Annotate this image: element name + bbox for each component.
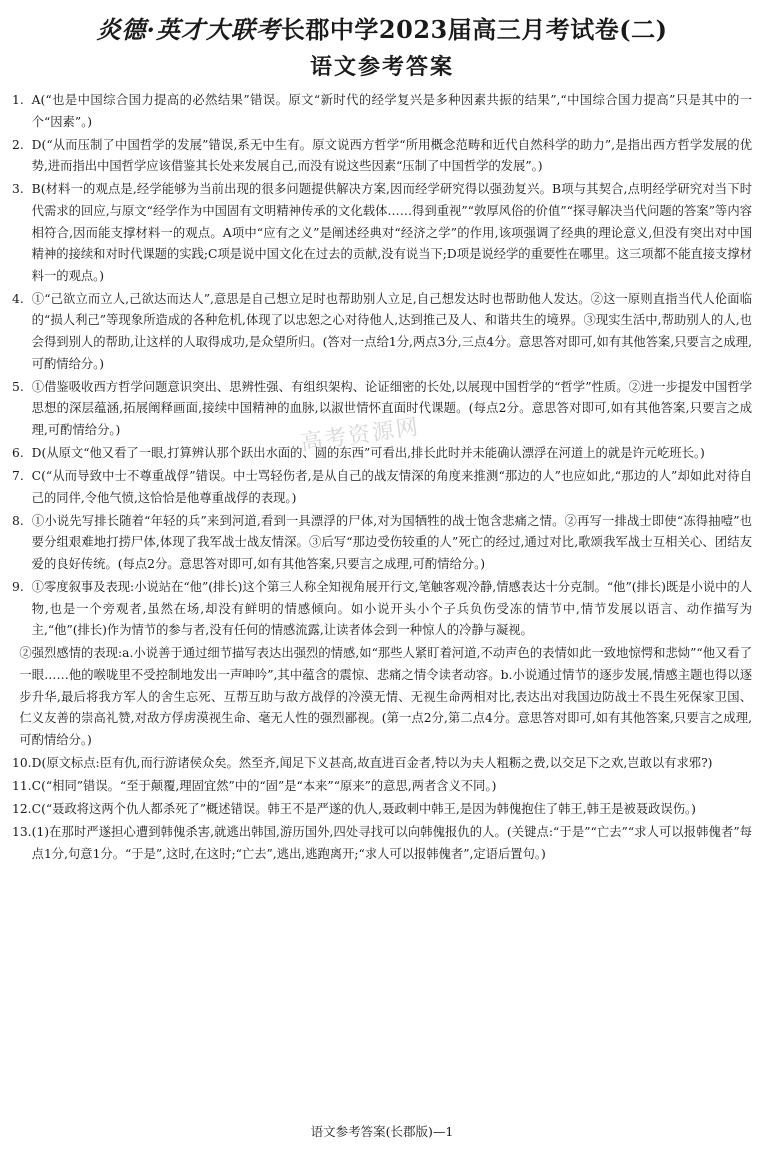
exam-title: 长郡中学2023届高三月考试卷(二) [280, 15, 668, 44]
answer-text: ①零度叙事及表现:小说站在“他”(排长)这个第三人称全知视角展开行文,笔触客观冷静,情感表达十分克制。“他”(排长)既是小说中的人物,也是一个旁观者,虽然在场,却没有鲜明的情感倾向。如小说开头小个子兵负伤受冻的情节中,情节发展以语言、动作描写为主,“他”(排长)作为情节的参与者,没有任何的情感流露,让读者体会到一种惊人的冷静与凝视。 [31, 580, 753, 638]
answer-item [12, 799, 752, 821]
answer-number: 8. [12, 513, 24, 528]
answer-number: 6. [12, 446, 24, 460]
answer-item [12, 377, 752, 442]
answer-text: ②强烈感情的表现:a.小说善于通过细节描写表达出强烈的情感,如“那些人紧盯着河道,不动声色的表情如此一致地惊愕和悲恸”“他又看了一眼……他的喉咙里不受控制地发出一声呻吟”,其中蕴含的震惊、悲痛之情令读者动容。b.小说通过情节的逐步发展,情感主题也得以逐步升华,最后将我方军人的舍生忘死、互帮互助与敌方战俘的冷漠无情、无视生命两相对比,表达出对我国边防战士不畏生死保家卫国、仁义友善的崇高礼赞,对敌方俘虏漠视生命、毫无人性的强烈鄙视。(第一点2分,第二点4分。意思答对即可,如有其他答案,只要言之成理,可酌情给分。) [19, 646, 752, 747]
answer-number: 12. [12, 802, 32, 816]
answer-list [12, 90, 752, 865]
answer-text: A(“也是中国综合国力提高的必然结果”错误。原文“新时代的经学复兴是多种因素共振的结果”,“中国综合国力提高”只是其中的一个“因素”。) [31, 93, 752, 129]
answer-number: 1. [12, 93, 24, 107]
answer-text: ①“己欲立而立人,己欲达而达人”,意思是自己想立足时也帮助别人立足,自己想发达时也帮助他人发达。②这一原则直指当代人伦面临的“损人利己”等现象所造成的各种危机,体现了以忠恕之心对待他人,达到推己及人、和谐共生的境界。③现实生活中,帮助别人的人,也会得到别人的帮助,让这样的人取得成功,是众望所归。(答对一点给1分,两点3分,三点4分。意思答对即可,如有其他答案,只要言之成理,可酌情给分。) [31, 291, 752, 371]
answer-text: ①借鉴吸收西方哲学问题意识突出、思辨性强、有组织架构、论证细密的长处,以展现中国哲学的“哲学”性质。②进一步提发中国哲学思想的深层蕴涵,拓展阐释画面,接续中国精神的血脉,以淑世情怀直面时代课题。(每点2分。意思答对即可,如有其他答案,只要言之成理,可酌情给分。) [31, 379, 752, 437]
answer-number: 4. [12, 291, 24, 306]
answer-text: B(材料一的观点是,经学能够为当前出现的很多问题提供解决方案,因而经学研究得以强劲复兴。B项与其契合,点明经学研究对当下时代需求的回应,与原文“经学作为中国固有文明精神传承的文化载体……得到重视”“敦厚风俗的价值”“探寻解决当代问题的答案”等内容相符合,因而能支撑材料一的观点。A项中“应有之义”是阐述经典对“经济之学”的作用,该项强调了经典的理论意义,但没有突出对中国精神的接续和对时代课题的实践;C项是说中国文化在过去的贡献,没有说当下;D项是说经学的重要性在哪里。这三项都不能直接支撑材料一的观点。) [31, 182, 752, 283]
answer-number: 9. [12, 580, 24, 595]
answer-item [12, 822, 752, 865]
answer-text: D(原文标点:臣有仇,而行游诸侯众矣。然至齐,闻足下义甚高,故直进百金者,特以为夫人粗粝之费,以交足下之欢,岂敢以有求邪?) [31, 755, 713, 770]
answer-item [12, 90, 752, 133]
answer-number: 2. [12, 137, 24, 152]
answer-item [12, 511, 752, 576]
answer-text: (1)在那时严遂担心遭到韩傀杀害,就逃出韩国,游历国外,四处寻找可以向韩傀报仇的人。(关键点:“于是”“亡去”“求人可以报韩傀者”每点1分,句意1分。“于是”,这时,在这时;“亡去”,逃出,逃跑离开;“求人可以报韩傀者”,定语后置句。) [31, 825, 752, 861]
answer-number: 5. [12, 379, 24, 394]
answer-item [12, 289, 752, 375]
answer-item [12, 776, 752, 798]
watermark: 高考资源网 [299, 414, 422, 457]
answer-number: 10. [12, 755, 32, 770]
answer-item [12, 577, 752, 642]
answer-text: D(从原文“他又看了一眼,打算辨认那个跃出水面的、圆的东西”可看出,排长此时并未能确认漂浮在河道上的就是许元屹班长。) [31, 446, 705, 460]
answer-item [12, 135, 752, 178]
answer-text: C(“相同”错误。“至于颠覆,理固宜然”中的“固”是“本来”“原来”的意思,两者含义不同。) [31, 778, 497, 793]
page-footer: 语文参考答案(长郡版)—1 [310, 1124, 454, 1139]
answer-item [12, 443, 752, 465]
page-title: 语文参考答案 [309, 54, 454, 80]
answer-item [12, 643, 752, 751]
exam-brand: 炎德·英才大联考 [96, 15, 281, 44]
answer-number: 7. [12, 469, 24, 484]
answer-text: D(“从而压制了中国哲学的发展”错误,系无中生有。原文说西方哲学“所用概念范畴和近代自然科学的助力”,是指出西方哲学发展的优势,进而指出中国哲学应该借鉴其长处来发展自己,而没有说这些因素“压制了中国哲学的发展”。) [31, 137, 752, 174]
answer-item [12, 179, 752, 287]
answer-item [12, 466, 752, 509]
exam-header [12, 14, 752, 46]
answer-text: C(“从而导致中士不尊重战俘”错误。中士骂轻伤者,是从自己的战友情深的角度来推测“那边的人”也应如此,“那边的人”却如此对待自己的同伴,令他气愤,这恰恰是他尊重战俘的表现。) [31, 469, 752, 505]
answer-number: 11. [12, 778, 32, 793]
answer-number: 13. [12, 825, 32, 840]
answer-number: 3. [12, 182, 24, 197]
answer-text: ①小说先写排长随着“年轻的兵”来到河道,看到一具漂浮的尸体,对为国牺牲的战士饱含悲痛之情。②再写一排战士即使“冻得抽噎”也要分组艰难地打捞尸体,体现了我军战士战友情深。③后写“那边受伤较重的人”死亡的经过,通过对比,歌颂我军战士互相关心、团结友爱的良好传统。(每点2分。意思答对即可,如有其他答案,只要言之成理,可酌情给分。) [31, 513, 752, 571]
answer-item [12, 753, 752, 775]
answer-text: C(“聂政将这两个仇人都杀死了”概述错误。韩王不是严遂的仇人,聂政刺中韩王,是因为韩傀抱住了韩王,韩王是被聂政误伤。) [31, 802, 696, 816]
